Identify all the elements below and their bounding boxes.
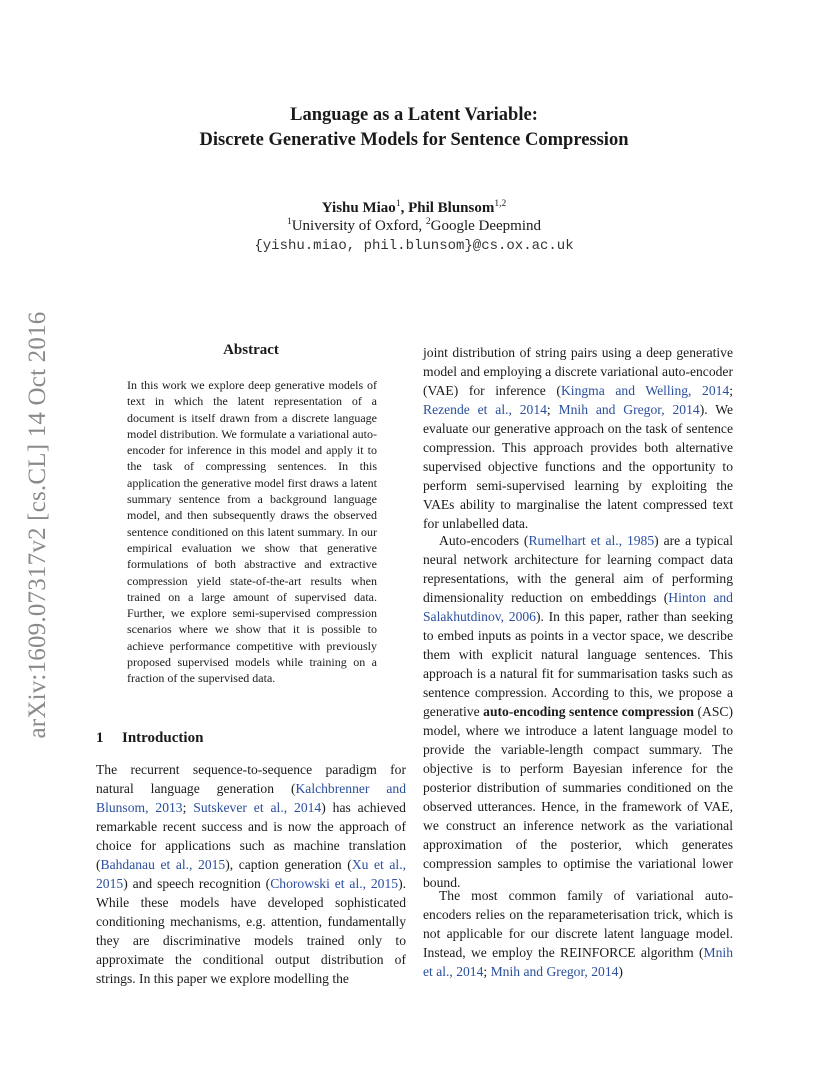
right-paragraph-3 xyxy=(423,886,733,981)
abstract-heading: Abstract xyxy=(223,342,279,358)
body-text: Auto-encoders ( xyxy=(439,533,529,548)
citation-link[interactable]: Kingma and Welling, 2014 xyxy=(560,383,730,398)
affiliations xyxy=(0,217,828,235)
arxiv-stamp-text: arXiv:1609.07317v2 [cs.CL] 14 Oct 2016 xyxy=(24,311,51,739)
citation-link[interactable]: Kalchbrenner and Blunsom, 2013 xyxy=(96,781,406,815)
citation-link[interactable]: Mnih and Gregor, 2014 xyxy=(558,402,700,417)
citation-link[interactable]: Rumelhart et al., 1985 xyxy=(528,533,655,548)
citation-link[interactable]: Chorowski et al., 2015 xyxy=(270,876,399,891)
author-separator: , xyxy=(400,200,409,216)
affil-mark: 1 xyxy=(286,217,292,227)
body-text: joint distribution of string pairs using a deep generative model and employing a discrete variational auto-encoder (VAE) for inference ( xyxy=(423,345,733,398)
intro-paragraph xyxy=(96,760,406,988)
affiliation-name: Google Deepmind xyxy=(430,218,542,234)
title-line-1: Language as a Latent Variable: xyxy=(290,105,538,125)
body-text: ; xyxy=(182,800,194,815)
affil-mark: 2 xyxy=(425,217,431,227)
citation-link[interactable]: Hinton and Salakhutdinov, 2006 xyxy=(423,590,733,624)
author-name: Yishu Miao xyxy=(321,200,396,216)
right-paragraph-2 xyxy=(423,531,733,892)
body-text: The recurrent sequence-to-sequence paradigm for natural language generation ( xyxy=(96,762,406,796)
body-text: ) xyxy=(618,964,623,979)
bold-term: auto-encoding sentence compression xyxy=(483,704,694,719)
title-line-2: Discrete Generative Models for Sentence Compression xyxy=(199,130,629,150)
body-text: ; xyxy=(729,383,733,398)
citation-link[interactable]: Rezende et al., 2014 xyxy=(423,402,547,417)
body-text: ; xyxy=(483,964,491,979)
right-paragraph-1 xyxy=(423,343,733,533)
section-heading xyxy=(96,730,203,747)
body-text: ) has achieved remarkable recent success and is now the approach of choice for applications such as machine translation ( xyxy=(96,800,406,872)
body-text: ). We evaluate our generative approach on the task of sentence compression. This approach provides both alternative supervised objective functions and the opportunity to perform semi-supervised learning by exploiting the VAEs ability to marginalise the latent compressed text for unlabelled data. xyxy=(423,402,733,531)
section-title: Introduction xyxy=(122,730,204,746)
citation-link[interactable]: Xu et al., 2015 xyxy=(96,857,407,891)
body-text: ). While these models have developed sophisticated conditioning mechanisms, e.g. attention, fundamentally they are discriminative models trained only to approximate the conditional output distribution of strings. In this paper we explore modelling the xyxy=(96,876,407,986)
body-text: ). In this paper, rather than seeking to embed inputs as points in a vector space, we describe them with explicit natural language sentences. This approach is a natural fit for summarisation tasks such as sentence compression. According to this, we propose a generative xyxy=(423,609,733,719)
author-affil-mark: 1,2 xyxy=(494,199,507,209)
author-affil-mark: 1 xyxy=(395,199,401,209)
author-name: Phil Blunsom xyxy=(408,200,495,216)
citation-link[interactable]: Bahdanau et al., 2015 xyxy=(100,857,226,872)
body-text: The most common family of variational auto-encoders relies on the reparameterisation trick, which is not applicable for our discrete latent language model. Instead, we employ the REINFORCE algorithm ( xyxy=(423,888,733,960)
body-text: ), caption generation ( xyxy=(225,857,352,872)
affiliation-name: University of Oxford, xyxy=(291,218,426,234)
citation-link[interactable]: Mnih and Gregor, 2014 xyxy=(490,964,619,979)
citation-link[interactable]: Sutskever et al., 2014 xyxy=(193,800,322,815)
citation-link[interactable]: Mnih et al., 2014 xyxy=(423,945,733,979)
body-text: ; xyxy=(546,402,559,417)
body-text: ) are a typical neural network architecture for learning compact data representations, with the general aim of performing dimensionality reduction on embeddings ( xyxy=(423,533,734,605)
author-email: {yishu.miao, phil.blunsom}@cs.ox.ac.uk xyxy=(254,238,574,254)
body-text: ) and speech recognition ( xyxy=(123,876,271,891)
author-list xyxy=(0,199,828,217)
body-text: (ASC) model, where we introduce a latent language model to provide the variable-length compact summary. The objective is to perform Bayesian inference for the posterior distribution of summaries conditioned on the observed utterances. Hence, in the framework of VAE, we construct an inference network as the variational approximation of the posterior, which generates compression samples to optimise the variational lower bound. xyxy=(423,704,733,890)
abstract-text: In this work we explore deep generative models of text in which the latent representation of a document is itself drawn from a discrete language model distribution. We formulate a variational auto-encoder for inference in this model and apply it to the task of compressing sentences. In this application the generative model first draws a latent summary sentence from a background language model, and then subsequently draws the observed sentence conditioned on this latent summary. In our empirical evaluation we show that generative formulations of both abstractive and extractive compression yield state-of-the-art results when trained on a large amount of supervised data. Further, we explore semi-supervised compression scenarios where we show that it is possible to achieve performance competitive with previously proposed supervised models while training on a fraction of the supervised data. xyxy=(127,378,377,686)
section-number: 1 xyxy=(96,730,104,746)
